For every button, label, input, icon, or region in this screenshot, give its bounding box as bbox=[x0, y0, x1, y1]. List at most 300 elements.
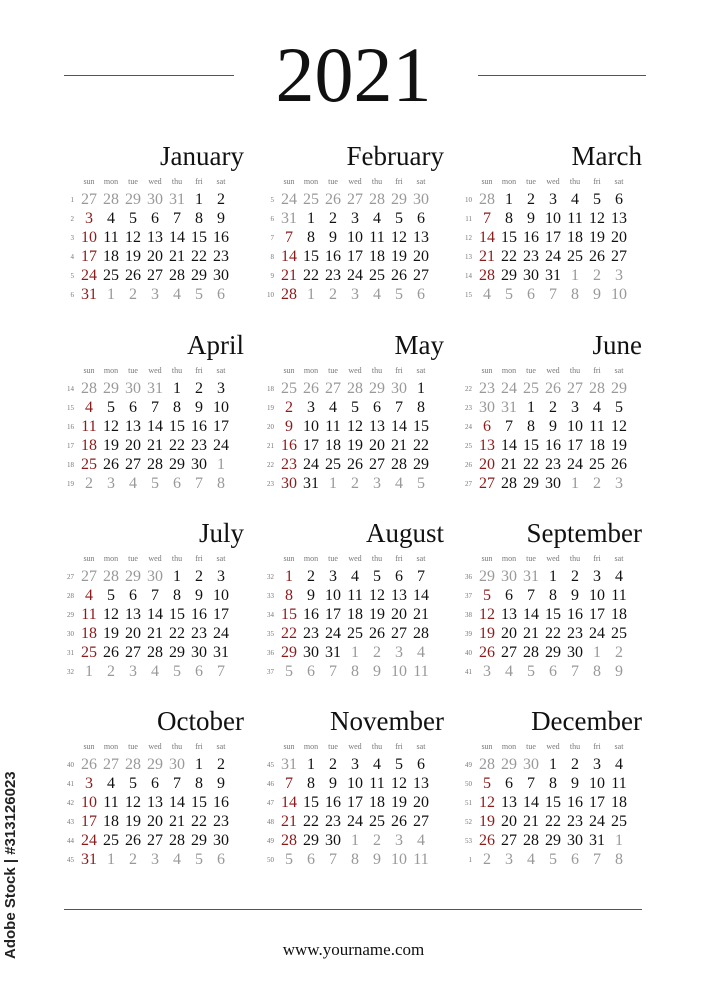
week-row bbox=[462, 285, 642, 304]
day-cell-outside: 2 bbox=[351, 475, 359, 492]
day-cell-outside: 28 bbox=[103, 191, 119, 208]
day-cell: 16 bbox=[213, 229, 229, 246]
day-cell: 24 bbox=[589, 813, 605, 830]
day-cell: 21 bbox=[523, 625, 539, 642]
day-cell-outside: 28 bbox=[103, 568, 119, 585]
day-cell-outside: 3 bbox=[395, 644, 403, 661]
day-cell: 1 bbox=[195, 191, 203, 208]
week-number: 16 bbox=[67, 423, 74, 431]
weekday-label: sun bbox=[283, 177, 295, 186]
day-cell-sunday: 23 bbox=[281, 456, 297, 473]
week-number: 23 bbox=[465, 404, 472, 412]
week-row bbox=[64, 398, 244, 417]
weekday-label: tue bbox=[526, 742, 536, 751]
week-number: 49 bbox=[465, 761, 472, 769]
day-cell: 29 bbox=[545, 644, 561, 661]
day-cell-sunday: 28 bbox=[281, 286, 297, 303]
week-row bbox=[462, 209, 642, 228]
weekday-label: sun bbox=[481, 177, 493, 186]
week-number: 24 bbox=[465, 423, 472, 431]
footer-url[interactable]: www.yourname.com bbox=[282, 940, 425, 959]
weekday-label: wed bbox=[348, 554, 362, 563]
week-number: 38 bbox=[465, 611, 472, 619]
day-cell: 5 bbox=[351, 399, 359, 416]
day-cell: 27 bbox=[147, 267, 163, 284]
day-cell-sunday: 17 bbox=[81, 813, 97, 830]
day-cell-outside: 29 bbox=[391, 191, 407, 208]
day-cell-outside: 4 bbox=[395, 475, 403, 492]
day-cell: 27 bbox=[611, 248, 627, 265]
day-cell-sunday: 5 bbox=[483, 587, 491, 604]
day-cell: 17 bbox=[347, 794, 363, 811]
day-cell-outside: 27 bbox=[81, 191, 97, 208]
day-cell: 9 bbox=[571, 775, 579, 792]
day-cell-outside: 1 bbox=[571, 475, 579, 492]
day-cell-outside: 7 bbox=[593, 851, 601, 868]
week-number: 50 bbox=[267, 856, 274, 864]
week-row bbox=[462, 755, 642, 774]
week-row bbox=[64, 755, 244, 774]
day-cell: 2 bbox=[527, 191, 535, 208]
day-cell: 10 bbox=[213, 399, 229, 416]
day-cell: 16 bbox=[191, 418, 207, 435]
week-row bbox=[64, 793, 244, 812]
day-cell-outside: 10 bbox=[391, 663, 407, 680]
day-cell-outside: 28 bbox=[81, 380, 97, 397]
day-cell: 5 bbox=[615, 399, 623, 416]
week-row bbox=[64, 379, 244, 398]
day-cell: 22 bbox=[191, 248, 207, 265]
day-cell-outside: 2 bbox=[329, 286, 337, 303]
day-cell: 23 bbox=[213, 813, 229, 830]
day-cell: 27 bbox=[413, 813, 429, 830]
week-number: 15 bbox=[67, 404, 74, 412]
day-cell: 2 bbox=[329, 210, 337, 227]
day-cell-sunday: 12 bbox=[479, 606, 495, 623]
weekday-label: sun bbox=[83, 366, 95, 375]
day-cell-outside: 6 bbox=[549, 663, 557, 680]
day-cell: 5 bbox=[395, 756, 403, 773]
day-cell: 11 bbox=[567, 210, 583, 227]
week-number: 27 bbox=[67, 573, 74, 581]
day-cell-outside: 6 bbox=[307, 663, 315, 680]
week-row bbox=[264, 209, 444, 228]
day-cell-sunday: 8 bbox=[285, 587, 293, 604]
week-row bbox=[264, 831, 444, 850]
day-cell: 30 bbox=[191, 644, 207, 661]
day-cell: 29 bbox=[191, 832, 207, 849]
day-cell-outside: 28 bbox=[347, 380, 363, 397]
week-row bbox=[264, 417, 444, 436]
week-number: 37 bbox=[465, 592, 472, 600]
day-cell: 15 bbox=[191, 229, 207, 246]
week-row bbox=[462, 586, 642, 605]
day-cell-outside: 1 bbox=[107, 286, 115, 303]
day-cell: 3 bbox=[217, 568, 225, 585]
day-cell: 20 bbox=[413, 248, 429, 265]
day-cell: 5 bbox=[129, 775, 137, 792]
day-cell: 30 bbox=[567, 644, 583, 661]
day-cell-outside: 31 bbox=[281, 210, 297, 227]
day-cell: 20 bbox=[413, 794, 429, 811]
day-cell-sunday: 21 bbox=[281, 267, 297, 284]
day-cell-sunday: 25 bbox=[81, 456, 97, 473]
weekday-label: wed bbox=[148, 366, 162, 375]
day-cell-sunday: 3 bbox=[85, 210, 93, 227]
week-row bbox=[64, 850, 244, 869]
day-cell-outside: 4 bbox=[173, 851, 181, 868]
day-cell: 29 bbox=[413, 456, 429, 473]
week-number: 9 bbox=[270, 272, 274, 280]
week-number: 36 bbox=[465, 573, 472, 581]
day-cell: 28 bbox=[169, 267, 185, 284]
week-number: 47 bbox=[267, 799, 274, 807]
weekday-label: tue bbox=[328, 366, 338, 375]
day-cell: 4 bbox=[329, 399, 337, 416]
day-cell-outside: 6 bbox=[217, 851, 225, 868]
day-cell: 13 bbox=[501, 606, 517, 623]
day-cell-outside: 26 bbox=[303, 380, 319, 397]
day-cell: 18 bbox=[611, 606, 627, 623]
day-cell-sunday: 7 bbox=[483, 210, 491, 227]
day-cell: 1 bbox=[505, 191, 513, 208]
day-cell: 1 bbox=[195, 756, 203, 773]
week-row bbox=[64, 436, 244, 455]
week-number: 37 bbox=[267, 668, 274, 676]
week-number: 33 bbox=[267, 592, 274, 600]
day-cell: 9 bbox=[195, 587, 203, 604]
day-cell-outside: 31 bbox=[147, 380, 163, 397]
day-cell: 30 bbox=[545, 475, 561, 492]
day-cell-sunday: 2 bbox=[285, 399, 293, 416]
day-cell-outside: 6 bbox=[307, 851, 315, 868]
day-cell: 19 bbox=[391, 248, 407, 265]
week-number: 15 bbox=[465, 291, 472, 299]
week-row bbox=[462, 379, 642, 398]
day-cell: 2 bbox=[217, 756, 225, 773]
week-row bbox=[264, 436, 444, 455]
day-cell: 23 bbox=[213, 248, 229, 265]
weekday-label: fri bbox=[195, 554, 203, 563]
week-row bbox=[64, 285, 244, 304]
day-cell-sunday: 18 bbox=[81, 437, 97, 454]
day-cell-sunday: 14 bbox=[479, 229, 495, 246]
day-cell: 9 bbox=[307, 587, 315, 604]
day-cell-outside: 5 bbox=[195, 851, 203, 868]
weekday-label: sat bbox=[614, 177, 624, 186]
day-cell: 14 bbox=[147, 606, 163, 623]
day-cell: 15 bbox=[169, 418, 185, 435]
week-number: 12 bbox=[465, 234, 472, 242]
day-cell: 26 bbox=[347, 456, 363, 473]
week-row bbox=[64, 586, 244, 605]
day-cell: 15 bbox=[169, 606, 185, 623]
day-cell: 14 bbox=[391, 418, 407, 435]
day-cell-outside: 9 bbox=[593, 286, 601, 303]
day-cell: 4 bbox=[373, 756, 381, 773]
week-number: 21 bbox=[267, 442, 274, 450]
weekday-label: thu bbox=[371, 366, 383, 375]
week-row bbox=[462, 831, 642, 850]
day-cell-sunday: 22 bbox=[281, 625, 297, 642]
day-cell-sunday: 4 bbox=[85, 399, 93, 416]
day-cell: 25 bbox=[103, 832, 119, 849]
week-number: 27 bbox=[465, 480, 472, 488]
week-row bbox=[264, 850, 444, 869]
weekday-label: mon bbox=[501, 177, 517, 186]
day-cell: 22 bbox=[169, 437, 185, 454]
weekday-header bbox=[462, 742, 642, 754]
weekday-label: tue bbox=[328, 177, 338, 186]
weekday-label: fri bbox=[395, 177, 403, 186]
weekday-header bbox=[264, 742, 444, 754]
day-cell-outside: 30 bbox=[413, 191, 429, 208]
week-number: 4 bbox=[70, 253, 74, 261]
day-cell-sunday: 24 bbox=[81, 267, 97, 284]
week-number: 17 bbox=[67, 442, 74, 450]
day-cell: 13 bbox=[125, 606, 141, 623]
day-cell: 1 bbox=[307, 210, 315, 227]
day-cell-sunday: 3 bbox=[85, 775, 93, 792]
day-cell: 16 bbox=[523, 229, 539, 246]
day-cell: 13 bbox=[413, 229, 429, 246]
day-cell-sunday: 10 bbox=[81, 229, 97, 246]
week-row bbox=[264, 605, 444, 624]
day-cell: 2 bbox=[217, 191, 225, 208]
day-cell: 23 bbox=[545, 456, 561, 473]
day-cell: 3 bbox=[593, 756, 601, 773]
day-cell: 10 bbox=[545, 210, 561, 227]
day-cell: 18 bbox=[611, 794, 627, 811]
weekday-label: wed bbox=[348, 742, 362, 751]
day-cell-outside: 10 bbox=[611, 286, 627, 303]
day-cell-outside: 29 bbox=[125, 191, 141, 208]
day-cell: 4 bbox=[615, 568, 623, 585]
day-cell-outside: 4 bbox=[505, 663, 513, 680]
day-cell: 6 bbox=[129, 399, 137, 416]
day-cell: 9 bbox=[217, 210, 225, 227]
day-cell-outside: 8 bbox=[351, 663, 359, 680]
day-cell: 28 bbox=[169, 832, 185, 849]
day-cell: 1 bbox=[417, 380, 425, 397]
day-cell-outside: 9 bbox=[373, 851, 381, 868]
week-number: 44 bbox=[67, 837, 74, 845]
day-cell-outside: 30 bbox=[501, 568, 517, 585]
day-cell-outside: 3 bbox=[129, 663, 137, 680]
month-name: August bbox=[365, 518, 444, 548]
day-cell: 12 bbox=[611, 418, 627, 435]
day-cell: 30 bbox=[325, 832, 341, 849]
week-number: 42 bbox=[67, 799, 74, 807]
day-cell-outside: 3 bbox=[373, 475, 381, 492]
day-cell: 27 bbox=[147, 832, 163, 849]
day-cell-outside: 3 bbox=[615, 475, 623, 492]
week-row bbox=[462, 662, 642, 681]
day-cell-outside: 8 bbox=[217, 475, 225, 492]
weekday-header bbox=[64, 177, 244, 189]
week-number: 48 bbox=[267, 818, 274, 826]
day-cell-outside: 5 bbox=[417, 475, 425, 492]
day-cell: 30 bbox=[523, 267, 539, 284]
footer-rule bbox=[64, 909, 642, 910]
weekday-label: mon bbox=[303, 554, 319, 563]
week-row bbox=[462, 812, 642, 831]
day-cell: 10 bbox=[589, 775, 605, 792]
day-cell: 28 bbox=[523, 644, 539, 661]
week-row bbox=[462, 605, 642, 624]
day-cell: 22 bbox=[303, 813, 319, 830]
weekday-label: sun bbox=[481, 554, 493, 563]
week-row bbox=[64, 417, 244, 436]
day-cell: 4 bbox=[351, 568, 359, 585]
week-number: 20 bbox=[267, 423, 274, 431]
day-cell: 6 bbox=[151, 775, 159, 792]
day-cell: 4 bbox=[593, 399, 601, 416]
day-cell: 6 bbox=[615, 191, 623, 208]
day-cell: 2 bbox=[195, 568, 203, 585]
year-title: 2021 bbox=[275, 31, 432, 118]
day-cell-sunday: 19 bbox=[479, 625, 495, 642]
day-cell: 20 bbox=[125, 625, 141, 642]
day-cell-sunday: 12 bbox=[479, 794, 495, 811]
day-cell: 6 bbox=[417, 210, 425, 227]
week-row bbox=[462, 850, 642, 869]
day-cell-sunday: 24 bbox=[81, 832, 97, 849]
week-row bbox=[462, 436, 642, 455]
day-cell-outside: 2 bbox=[129, 851, 137, 868]
day-cell: 31 bbox=[213, 644, 229, 661]
month-december bbox=[462, 708, 642, 868]
day-cell-outside: 29 bbox=[125, 568, 141, 585]
day-cell: 18 bbox=[103, 813, 119, 830]
day-cell-outside: 30 bbox=[125, 380, 141, 397]
month-november bbox=[264, 708, 444, 868]
month-name: February bbox=[346, 141, 444, 171]
day-cell: 11 bbox=[325, 418, 341, 435]
weekday-label: fri bbox=[593, 742, 601, 751]
week-row bbox=[264, 755, 444, 774]
week-number: 23 bbox=[267, 480, 274, 488]
day-cell: 20 bbox=[147, 248, 163, 265]
day-cell-outside: 27 bbox=[567, 380, 583, 397]
week-row bbox=[64, 662, 244, 681]
day-cell: 1 bbox=[173, 568, 181, 585]
weekday-label: sun bbox=[283, 742, 295, 751]
day-cell-sunday: 25 bbox=[81, 644, 97, 661]
day-cell: 27 bbox=[369, 456, 385, 473]
day-cell-sunday: 15 bbox=[281, 606, 297, 623]
day-cell: 10 bbox=[589, 587, 605, 604]
day-cell: 11 bbox=[611, 775, 627, 792]
day-cell-outside: 28 bbox=[125, 756, 141, 773]
day-cell: 24 bbox=[303, 456, 319, 473]
day-cell-outside: 7 bbox=[195, 475, 203, 492]
day-cell: 6 bbox=[151, 210, 159, 227]
weekday-label: mon bbox=[303, 366, 319, 375]
week-number: 14 bbox=[465, 272, 472, 280]
day-cell: 26 bbox=[103, 456, 119, 473]
day-cell: 11 bbox=[611, 587, 627, 604]
weekday-label: sat bbox=[614, 366, 624, 375]
week-row bbox=[462, 228, 642, 247]
weekday-label: tue bbox=[128, 554, 138, 563]
day-cell: 9 bbox=[329, 775, 337, 792]
day-cell: 30 bbox=[567, 832, 583, 849]
day-cell: 21 bbox=[413, 606, 429, 623]
weekday-label: thu bbox=[371, 742, 383, 751]
week-row bbox=[264, 567, 444, 586]
day-cell-outside: 7 bbox=[217, 663, 225, 680]
week-number: 28 bbox=[67, 592, 74, 600]
weekday-label: fri bbox=[195, 742, 203, 751]
day-cell: 8 bbox=[195, 210, 203, 227]
day-cell-outside: 1 bbox=[571, 267, 579, 284]
weekday-label: fri bbox=[195, 177, 203, 186]
week-number: 41 bbox=[465, 668, 472, 676]
day-cell: 14 bbox=[169, 794, 185, 811]
week-row bbox=[264, 247, 444, 266]
week-row bbox=[462, 247, 642, 266]
week-number: 40 bbox=[67, 761, 74, 769]
day-cell-sunday: 20 bbox=[479, 456, 495, 473]
day-cell: 30 bbox=[213, 832, 229, 849]
day-cell: 4 bbox=[107, 775, 115, 792]
weekday-header bbox=[264, 554, 444, 566]
day-cell: 19 bbox=[347, 437, 363, 454]
week-number: 43 bbox=[67, 818, 74, 826]
day-cell: 15 bbox=[501, 229, 517, 246]
day-cell-outside: 4 bbox=[173, 286, 181, 303]
day-cell-outside: 4 bbox=[483, 286, 491, 303]
weekday-label: fri bbox=[593, 554, 601, 563]
day-cell: 23 bbox=[325, 267, 341, 284]
day-cell-sunday: 7 bbox=[285, 229, 293, 246]
weekday-label: thu bbox=[171, 366, 183, 375]
day-cell: 26 bbox=[125, 267, 141, 284]
day-cell-outside: 29 bbox=[103, 380, 119, 397]
day-cell: 2 bbox=[571, 756, 579, 773]
week-row bbox=[64, 812, 244, 831]
weekday-label: tue bbox=[128, 177, 138, 186]
week-number: 53 bbox=[465, 837, 472, 845]
day-cell: 19 bbox=[611, 437, 627, 454]
day-cell: 18 bbox=[369, 248, 385, 265]
day-cell: 8 bbox=[549, 587, 557, 604]
day-cell-outside: 5 bbox=[527, 663, 535, 680]
day-cell: 20 bbox=[125, 437, 141, 454]
day-cell: 21 bbox=[169, 248, 185, 265]
day-cell: 11 bbox=[103, 794, 119, 811]
week-row bbox=[264, 455, 444, 474]
day-cell: 7 bbox=[395, 399, 403, 416]
day-cell: 18 bbox=[567, 229, 583, 246]
week-number: 26 bbox=[465, 461, 472, 469]
day-cell: 24 bbox=[213, 625, 229, 642]
week-row bbox=[64, 643, 244, 662]
day-cell-outside: 31 bbox=[169, 191, 185, 208]
week-number: 39 bbox=[465, 630, 472, 638]
day-cell: 18 bbox=[325, 437, 341, 454]
day-cell: 28 bbox=[147, 644, 163, 661]
week-row bbox=[64, 567, 244, 586]
day-cell: 30 bbox=[191, 456, 207, 473]
week-number: 30 bbox=[67, 630, 74, 638]
day-cell: 30 bbox=[303, 644, 319, 661]
week-row bbox=[264, 398, 444, 417]
month-january bbox=[64, 143, 244, 303]
weekday-label: sun bbox=[83, 177, 95, 186]
day-cell: 12 bbox=[391, 775, 407, 792]
